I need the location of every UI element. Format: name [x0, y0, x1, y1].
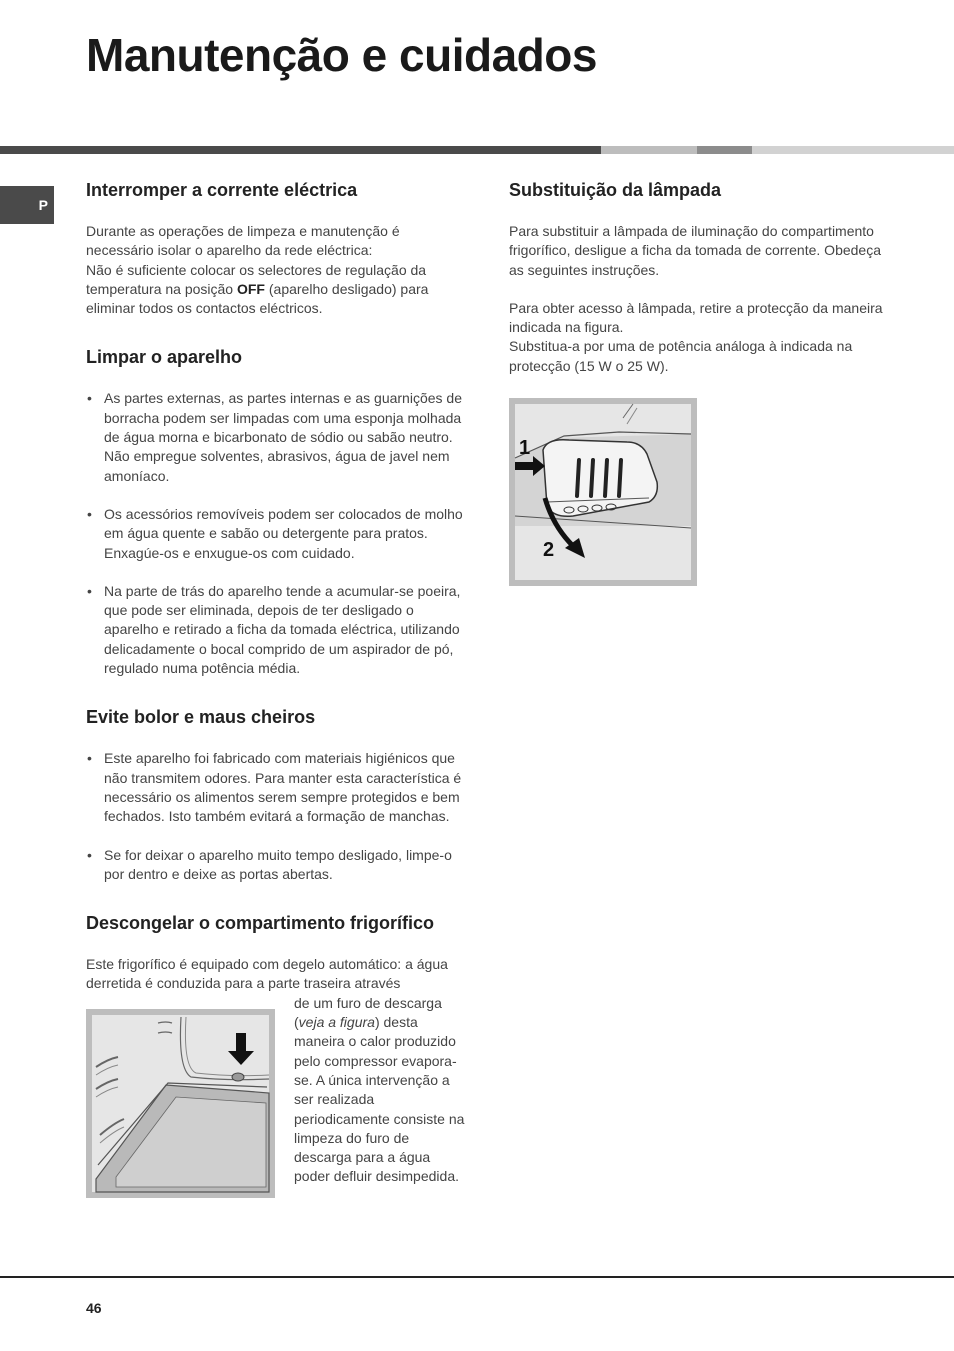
section-bolor — [86, 705, 466, 884]
off-label: OFF — [236, 280, 265, 297]
figure-label-2: 2 — [543, 539, 555, 562]
corrente-paragraph-1: Durante as operações de limpeza e manutenção é necessário isolar o aparelho da rede eléctrica: — [86, 223, 400, 259]
lamp-replacement-figure — [509, 398, 697, 586]
list-item: • Na parte de trás do aparelho tende a acumular-se poeira, que pode ser eliminada, depois de ter desligado o aparelho e retirado a ficha da tomada eléctrica, utilizando delicadamente o bocal comprido de um aspirador de pó, regulado numa potência média. — [86, 582, 466, 678]
defrost-block — [86, 994, 466, 1187]
section-corrente — [86, 178, 466, 318]
page-title: Manutenção e cuidados — [86, 29, 597, 81]
footer-rule — [0, 1276, 954, 1278]
section-limpar — [86, 345, 466, 678]
right-column — [509, 178, 889, 618]
heading-descongelar: Descongelar o compartimento frigorífico — [86, 913, 435, 934]
list-item: • Os acessórios removíveis podem ser colocados de molho em água quente e sabão ou detergente para pratos. Enxagúe-os e enxugue-os com cuidado. — [86, 505, 466, 563]
figure-label-1: 1 — [519, 437, 531, 460]
figure-reference: veja a figura — [298, 1014, 375, 1031]
section-descongelar — [86, 911, 466, 1187]
list-item: • As partes externas, as partes internas e as guarnições de borracha podem ser limpadas com uma esponja molhada de água morna e bicarbonato de sódio ou sabão neutro. Não empregue solventes, abrasivos, água de javel nem amoníaco. — [86, 389, 466, 485]
heading-corrente: Interromper a corrente eléctrica — [86, 180, 358, 200]
limpar-list — [86, 389, 466, 678]
defrost-side-text: de um furo de descarga (veja a figura) desta maneira o calor produzido pelo compressor evapora-se. A única intervenção a ser realizada periodicamente consiste na limpeza do furo de descarga para a água poder defluir desimpedida. — [294, 994, 465, 1185]
corrente-paragraph-2: Não é suficiente colocar os selectores de regulação da temperatura na posição OFF (aparelho desligado) para eliminar todos os contactos eléctricos. — [86, 261, 429, 317]
page-number: 46 — [86, 1300, 102, 1316]
heading-bolor: Evite bolor e maus cheiros — [86, 707, 316, 728]
header-rule-light — [601, 146, 697, 154]
bolor-list — [86, 749, 466, 884]
list-item: • Se for deixar o aparelho muito tempo desligado, limpe-o por dentro e deixe as portas abertas. — [86, 846, 466, 885]
lampada-paragraph-3: Substitua-a por uma de potência análoga à indicada na protecção (15 W o 25 W). — [509, 338, 853, 374]
defrost-drain-figure — [86, 1009, 275, 1198]
descongelar-intro: Este frigorífico é equipado com degelo automático: a água derretida é conduzida para a parte traseira através — [86, 956, 448, 992]
language-tab: P — [0, 186, 54, 224]
heading-lampada: Substituição da lâmpada — [509, 180, 722, 200]
section-lampada — [509, 178, 889, 591]
header-rule-mid — [697, 146, 752, 154]
lampada-paragraph-1: Para substituir a lâmpada de iluminação do compartimento frigorífico, desligue a ficha da tomada de corrente. Obedeça as seguintes instruções. — [509, 223, 881, 278]
list-item: • Este aparelho foi fabricado com materiais higiénicos que não transmitem odores. Para manter esta característica é necessário os alimentos serem sempre protegidos e bem fechados. Isto também evitará a formação de manchas. — [86, 749, 466, 826]
header-rule-light-end — [752, 146, 954, 154]
lampada-paragraph-2: Para obter acesso à lâmpada, retire a protecção da maneira indicada na figura. — [509, 299, 883, 336]
header-rule-dark — [0, 146, 601, 154]
left-column — [86, 178, 466, 1214]
heading-limpar: Limpar o aparelho — [86, 347, 243, 368]
